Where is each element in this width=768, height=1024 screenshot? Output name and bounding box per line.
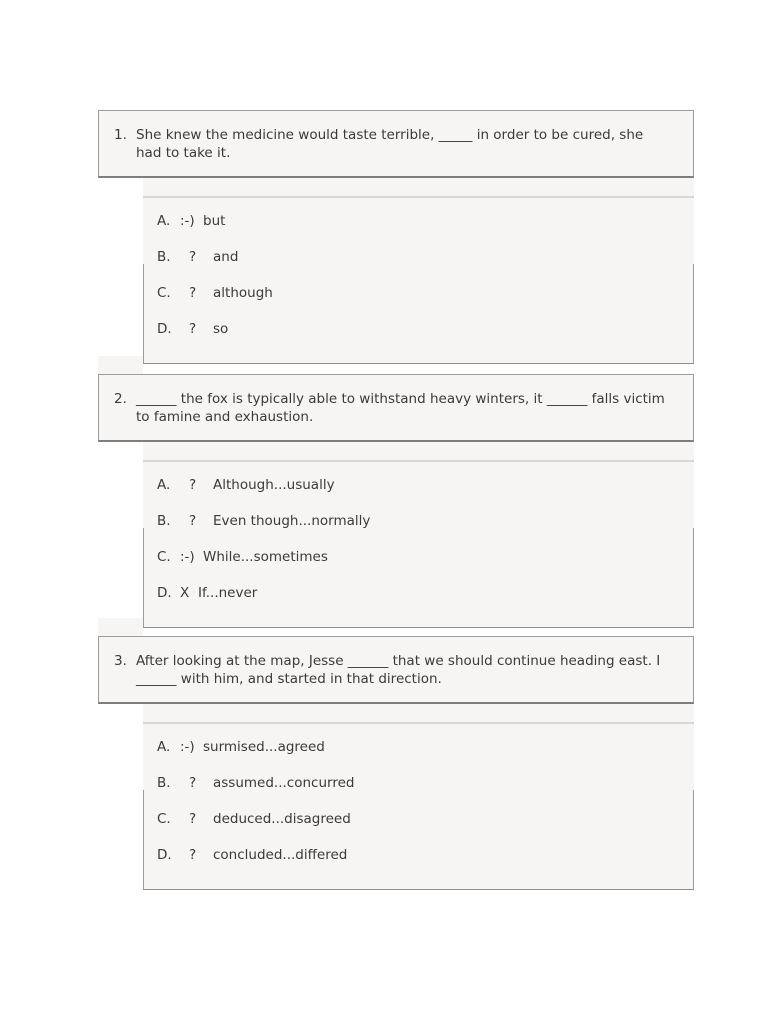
option-text: assumed...concurred bbox=[213, 775, 355, 791]
option-letter: A. bbox=[157, 739, 171, 755]
answer-mark: :-) bbox=[180, 549, 195, 565]
option-text: deduced...disagreed bbox=[213, 811, 351, 827]
option-c[interactable] bbox=[143, 284, 694, 320]
option-letter: D. bbox=[157, 585, 172, 601]
option-a[interactable] bbox=[143, 212, 694, 248]
option-text: surmised...agreed bbox=[203, 739, 325, 755]
option-a[interactable] bbox=[143, 476, 694, 512]
question-prompt-box bbox=[98, 636, 694, 704]
answer-mark: ? bbox=[189, 285, 197, 301]
option-d[interactable] bbox=[143, 846, 694, 882]
option-text: although bbox=[213, 285, 273, 301]
option-letter: D. bbox=[157, 847, 172, 863]
option-text: While...sometimes bbox=[203, 549, 328, 565]
option-letter: B. bbox=[157, 513, 171, 529]
question-text: ______ the fox is typically able to withstand heavy winters, it ______ falls victim to famine and exhaustion. bbox=[136, 391, 665, 425]
option-letter: B. bbox=[157, 249, 171, 265]
option-text: Even though...normally bbox=[213, 513, 371, 529]
answer-mark: ? bbox=[189, 477, 197, 493]
question-number: 2. bbox=[114, 391, 127, 407]
option-letter: A. bbox=[157, 213, 171, 229]
option-text: If...never bbox=[198, 585, 258, 601]
answer-options bbox=[143, 442, 694, 628]
option-text: Although...usually bbox=[213, 477, 335, 493]
option-text: so bbox=[213, 321, 229, 337]
answer-options bbox=[143, 704, 694, 890]
option-c[interactable] bbox=[143, 548, 694, 584]
option-d[interactable] bbox=[143, 584, 694, 620]
background-strip bbox=[98, 618, 143, 636]
question-text: After looking at the map, Jesse ______ that we should continue heading east. I ______ with him, and started in that direction. bbox=[136, 653, 661, 687]
answer-mark: X bbox=[180, 585, 190, 601]
question-3 bbox=[98, 636, 694, 890]
option-letter: A. bbox=[157, 477, 171, 493]
option-a[interactable] bbox=[143, 738, 694, 774]
answer-mark: ? bbox=[189, 847, 197, 863]
option-text: but bbox=[203, 213, 226, 229]
background-strip bbox=[98, 356, 143, 374]
question-text: She knew the medicine would taste terrible, _____ in order to be cured, she had to take it. bbox=[136, 127, 644, 161]
answer-mark: :-) bbox=[180, 213, 195, 229]
question-prompt-box bbox=[98, 374, 694, 442]
option-letter: C. bbox=[157, 549, 171, 565]
question-number: 1. bbox=[114, 127, 127, 143]
option-c[interactable] bbox=[143, 810, 694, 846]
answer-mark: :-) bbox=[180, 739, 195, 755]
answer-mark: ? bbox=[189, 775, 197, 791]
question-prompt-box bbox=[98, 110, 694, 178]
answer-options bbox=[143, 178, 694, 364]
question-2 bbox=[98, 374, 694, 628]
question-1 bbox=[98, 110, 694, 364]
answer-mark: ? bbox=[189, 249, 197, 265]
option-letter: C. bbox=[157, 811, 171, 827]
option-d[interactable] bbox=[143, 320, 694, 356]
answer-mark: ? bbox=[189, 321, 197, 337]
answer-mark: ? bbox=[189, 811, 197, 827]
option-b[interactable] bbox=[143, 512, 694, 548]
option-b[interactable] bbox=[143, 774, 694, 810]
option-b[interactable] bbox=[143, 248, 694, 284]
option-letter: B. bbox=[157, 775, 171, 791]
option-letter: C. bbox=[157, 285, 171, 301]
answer-mark: ? bbox=[189, 513, 197, 529]
question-number: 3. bbox=[114, 653, 127, 669]
option-text: and bbox=[213, 249, 239, 265]
option-letter: D. bbox=[157, 321, 172, 337]
option-text: concluded...differed bbox=[213, 847, 348, 863]
